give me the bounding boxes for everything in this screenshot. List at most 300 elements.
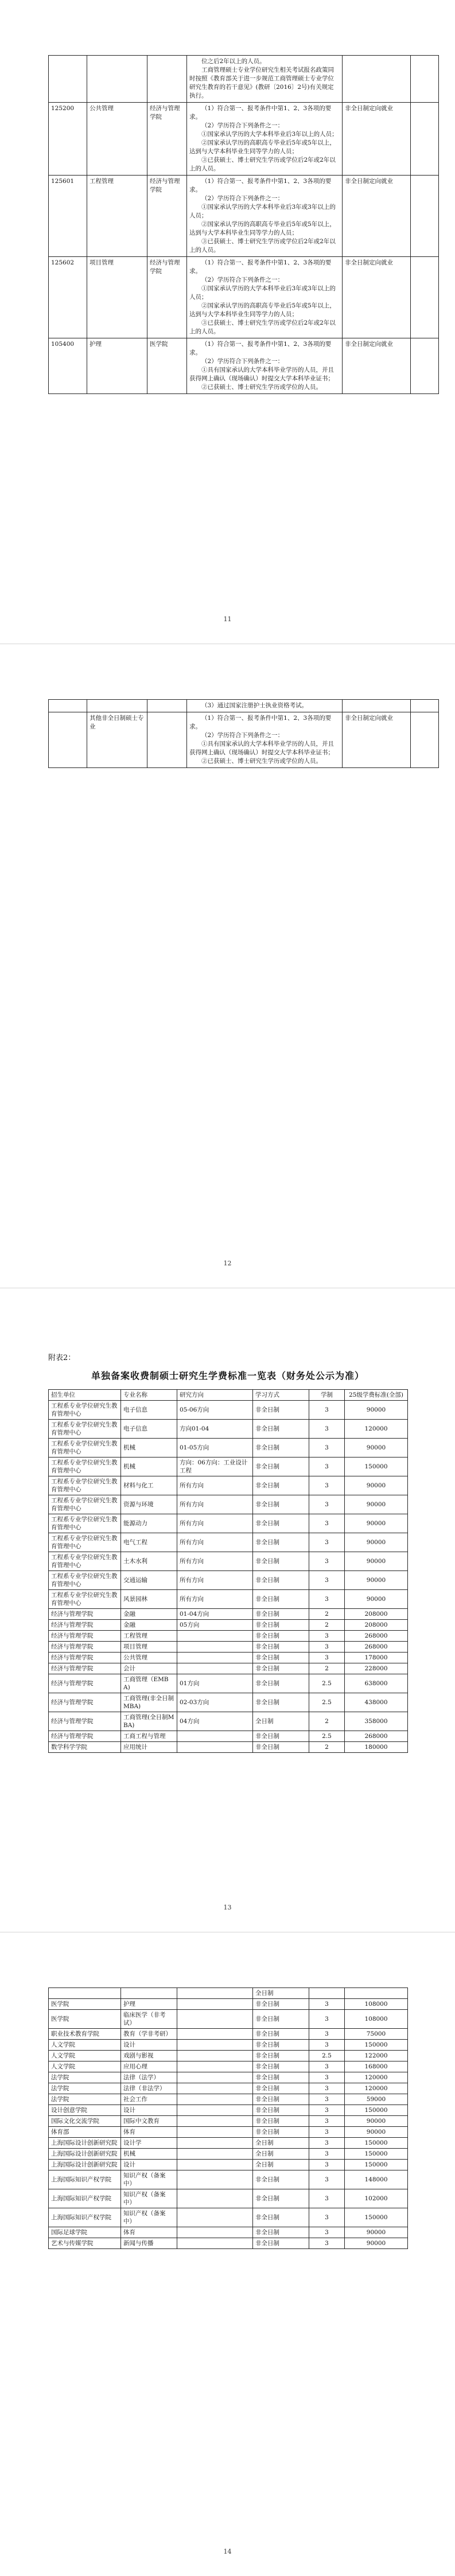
cell-fee: 638000	[345, 1674, 408, 1693]
header-unit: 招生单位	[49, 1390, 121, 1401]
major-code: 125601	[49, 176, 87, 257]
cell-major: 知识产权（备案中）	[121, 2208, 177, 2227]
cell-study-mode: 非全日制	[253, 1674, 309, 1693]
cell-fee: 208000	[345, 1609, 408, 1620]
table-row	[49, 2170, 408, 2189]
cell-unit: 工程系专业学位研究生教育管理中心	[49, 1533, 121, 1552]
admission-conditions	[187, 56, 343, 103]
cell-fee: 150000	[345, 1457, 408, 1476]
cell-major: 工商工程与管理	[121, 1731, 177, 1742]
cell-direction: 所有方向	[177, 1571, 253, 1590]
cell-major: 公共管理	[121, 1653, 177, 1663]
cell-direction: 所有方向	[177, 1590, 253, 1609]
table-row	[49, 1514, 408, 1533]
remark-cell	[411, 712, 439, 768]
cell-direction	[177, 2149, 253, 2160]
cell-duration: 3	[309, 1420, 345, 1439]
cell-major: 电子信息	[121, 1420, 177, 1439]
table-row	[49, 2010, 408, 2029]
cell-study-mode: 非全日制	[253, 1495, 309, 1514]
college-name	[147, 712, 187, 768]
cell-unit: 工程系专业学位研究生教育管理中心	[49, 1552, 121, 1571]
cell-duration: 3	[309, 1642, 345, 1653]
table-row	[49, 2105, 408, 2116]
cell-fee: 90000	[345, 1476, 408, 1495]
cell-duration: 3	[309, 2010, 345, 2029]
cell-fee: 90000	[345, 2116, 408, 2127]
table-row	[49, 1552, 408, 1571]
table-row	[49, 1571, 408, 1590]
cell-major: 金融	[121, 1620, 177, 1631]
table-row	[49, 1988, 408, 1999]
table-row	[49, 56, 439, 103]
cell-major: 交通运输	[121, 1571, 177, 1590]
college-name: 经济与管理学院	[147, 103, 187, 176]
table-row	[49, 1653, 408, 1663]
cell-direction	[177, 2138, 253, 2149]
cell-fee: 178000	[345, 1653, 408, 1663]
cell-study-mode: 非全日制	[253, 1631, 309, 1642]
cell-duration: 3	[309, 1401, 345, 1420]
cell-duration: 3	[309, 1476, 345, 1495]
page-number: 12	[223, 1260, 232, 1267]
table-row	[49, 1742, 408, 1753]
cell-direction: 所有方向	[177, 1476, 253, 1495]
cell-unit: 工程系专业学位研究生教育管理中心	[49, 1420, 121, 1439]
cell-study-mode: 非全日制	[253, 2227, 309, 2238]
cell-duration: 3	[309, 1495, 345, 1514]
cell-study-mode: 非全日制	[253, 2010, 309, 2029]
condition-line: ①国家承认学历的大学本科毕业后3年以上的人员；	[201, 131, 338, 138]
condition-line: （2）学历符合下列条件之一：	[201, 358, 284, 365]
cell-study-mode: 非全日制	[253, 2238, 309, 2249]
cell-major: 法律（法学）	[121, 2072, 177, 2083]
remark-cell	[411, 56, 439, 103]
cell-major: 工商管理(非全日制MBA)	[121, 1693, 177, 1712]
major-code: 125602	[49, 257, 87, 338]
page-2	[0, 644, 455, 1288]
cell-duration: 2	[309, 1712, 345, 1731]
cell-direction: 所有方向	[177, 1514, 253, 1533]
cell-unit: 经济与管理学院	[49, 1631, 121, 1642]
table-row	[49, 2238, 408, 2249]
fee-table-header	[49, 1390, 408, 1401]
cell-direction: 方向01-04	[177, 1420, 253, 1439]
table-row	[49, 1712, 408, 1731]
cell-study-mode: 非全日制	[253, 1552, 309, 1571]
cell-unit: 工程系专业学位研究生教育管理中心	[49, 1401, 121, 1420]
page-number: 14	[223, 2548, 232, 2555]
cell-unit: 工程系专业学位研究生教育管理中心	[49, 1495, 121, 1514]
cell-fee: 90000	[345, 1401, 408, 1420]
admission-conditions	[187, 700, 343, 712]
cell-fee: 102000	[345, 2189, 408, 2208]
cell-unit: 上海国际知识产权学院	[49, 2208, 121, 2227]
condition-line: （3）通过国家注册护士执业资格考试。	[201, 702, 308, 709]
cell-direction	[177, 2083, 253, 2094]
cell-duration: 2	[309, 1663, 345, 1674]
cell-fee: 150000	[345, 2040, 408, 2051]
cell-major: 设计	[121, 2105, 177, 2116]
condition-line: （1）符合第一、报考条件中第1、2、3各项的要求。	[189, 105, 332, 120]
cell-unit: 人文学院	[49, 2051, 121, 2061]
condition-line: ②国家承认学历的高职高专毕业后5年或5年以上，达到与大学本科毕业生同等学力的人员；	[189, 221, 336, 236]
cell-fee: 90000	[345, 1514, 408, 1533]
table-row	[49, 2138, 408, 2149]
table-row	[49, 1731, 408, 1742]
cell-major: 设计	[121, 2040, 177, 2051]
cell-fee: 148000	[345, 2170, 408, 2189]
admission-table-page-1	[48, 55, 439, 394]
condition-line: 位之后2年以上的人员。	[201, 58, 266, 65]
cell-unit: 上海国际设计创新研究院	[49, 2138, 121, 2149]
cell-unit: 上海国际设计创新研究院	[49, 2160, 121, 2170]
cell-direction: 02-03方向	[177, 1693, 253, 1712]
cell-duration: 3	[309, 2040, 345, 2051]
enrollment-note	[343, 700, 411, 712]
cell-unit: 经济与管理学院	[49, 1712, 121, 1731]
cell-direction	[177, 1653, 253, 1663]
major-name: 公共管理	[87, 103, 147, 176]
cell-duration: 2	[309, 1609, 345, 1620]
cell-study-mode: 非全日制	[253, 1476, 309, 1495]
cell-unit: 设计创意学院	[49, 2105, 121, 2116]
remark-cell	[411, 103, 439, 176]
major-code: 125200	[49, 103, 87, 176]
cell-study-mode: 非全日制	[253, 2029, 309, 2040]
cell-duration	[309, 1988, 345, 1999]
cell-unit: 工程系专业学位研究生教育管理中心	[49, 1457, 121, 1476]
remark-cell	[411, 700, 439, 712]
cell-fee: 228000	[345, 1663, 408, 1674]
cell-study-mode: 全日制	[253, 1712, 309, 1731]
condition-line: ②国家承认学历的高职高专毕业后5年或5年以上，达到与大学本科毕业生同等学力的人员；	[189, 302, 336, 318]
cell-major: 项目管理	[121, 1642, 177, 1653]
cell-direction	[177, 1642, 253, 1653]
cell-major: 会计	[121, 1663, 177, 1674]
cell-unit: 法学院	[49, 2072, 121, 2083]
cell-fee: 75000	[345, 2029, 408, 2040]
cell-fee: 150000	[345, 2149, 408, 2160]
cell-study-mode: 非全日制	[253, 2105, 309, 2116]
cell-direction	[177, 2051, 253, 2061]
table-row	[49, 2160, 408, 2170]
cell-major: 知识产权（备案中）	[121, 2170, 177, 2189]
table-row	[49, 2029, 408, 2040]
cell-fee: 150000	[345, 2208, 408, 2227]
cell-unit: 法学院	[49, 2094, 121, 2105]
cell-direction: 所有方向	[177, 1495, 253, 1514]
cell-study-mode: 非全日制	[253, 1514, 309, 1533]
cell-unit: 经济与管理学院	[49, 1693, 121, 1712]
cell-fee: 90000	[345, 2127, 408, 2138]
cell-direction	[177, 2116, 253, 2127]
condition-line: （1）符合第一、报考条件中第1、2、3各项的要求。	[189, 341, 332, 356]
cell-major: 能源动力	[121, 1514, 177, 1533]
cell-duration: 3	[309, 2160, 345, 2170]
table-row	[49, 2072, 408, 2083]
table-row	[49, 2051, 408, 2061]
cell-direction: 01方向	[177, 1674, 253, 1693]
cell-major: 机械	[121, 1457, 177, 1476]
page-number: 13	[223, 1904, 232, 1911]
cell-unit: 医学院	[49, 1999, 121, 2010]
college-name	[147, 700, 187, 712]
cell-unit: 经济与管理学院	[49, 1609, 121, 1620]
cell-major: 风景园林	[121, 1590, 177, 1609]
enrollment-note	[343, 56, 411, 103]
condition-line: ①国家承认学历的大学本科毕业后3年或3年以上的人员；	[189, 285, 336, 301]
cell-major: 资源与环境	[121, 1495, 177, 1514]
table-row	[49, 1401, 408, 1420]
cell-direction: 05方向	[177, 1620, 253, 1631]
cell-direction	[177, 2010, 253, 2029]
cell-unit: 工程系专业学位研究生教育管理中心	[49, 1439, 121, 1457]
major-name	[87, 56, 147, 103]
cell-unit: 上海国际知识产权学院	[49, 2189, 121, 2208]
cell-direction	[177, 2238, 253, 2249]
cell-duration: 3	[309, 1514, 345, 1533]
cell-study-mode: 非全日制	[253, 2061, 309, 2072]
cell-unit: 数学科学学院	[49, 1742, 121, 1753]
cell-unit: 职业技术教育学院	[49, 2029, 121, 2040]
cell-duration: 2.5	[309, 1731, 345, 1742]
cell-direction	[177, 1999, 253, 2010]
cell-fee: 150000	[345, 2160, 408, 2170]
admission-conditions	[187, 712, 343, 768]
cell-study-mode: 非全日制	[253, 1693, 309, 1712]
condition-line: （2）学历符合下列条件之一：	[201, 122, 284, 129]
cell-study-mode: 非全日制	[253, 2083, 309, 2094]
table-row	[49, 1642, 408, 1653]
cell-major: 电气工程	[121, 1533, 177, 1552]
cell-fee: 90000	[345, 1439, 408, 1457]
cell-fee: 268000	[345, 1731, 408, 1742]
fee-table-page-3	[48, 1389, 408, 1753]
table-row	[49, 2227, 408, 2238]
cell-fee: 90000	[345, 2238, 408, 2249]
enrollment-note: 非全日制定向就业	[343, 712, 411, 768]
cell-unit: 人文学院	[49, 2040, 121, 2051]
condition-line: （2）学历符合下列条件之一：	[201, 732, 284, 739]
cell-fee: 150000	[345, 2138, 408, 2149]
condition-line: 工商管理硕士专业学位研究生相关考试报名政策同时按照《教育部关于进一步规范工商管理硕士专业学位研究生教育的若干意见》(教研〔2016〕2号)有关规定执行。	[189, 67, 334, 99]
cell-direction	[177, 1631, 253, 1642]
cell-unit: 工程系专业学位研究生教育管理中心	[49, 1514, 121, 1533]
cell-duration: 3	[309, 2170, 345, 2189]
cell-duration: 3	[309, 2149, 345, 2160]
cell-duration: 3	[309, 2094, 345, 2105]
cell-study-mode: 非全日制	[253, 1420, 309, 1439]
cell-direction	[177, 2160, 253, 2170]
cell-fee: 90000	[345, 1590, 408, 1609]
table-row	[49, 1495, 408, 1514]
cell-study-mode: 非全日制	[253, 2127, 309, 2138]
cell-study-mode: 非全日制	[253, 1663, 309, 1674]
cell-study-mode: 非全日制	[253, 1620, 309, 1631]
major-code: 105400	[49, 338, 87, 394]
condition-line: ②已获硕士、博士研究生学历或学位的人员。	[201, 384, 322, 391]
cell-study-mode: 全日制	[253, 1988, 309, 1999]
cell-study-mode: 全日制	[253, 2160, 309, 2170]
cell-study-mode: 非全日制	[253, 1439, 309, 1457]
table-row	[49, 2116, 408, 2127]
cell-unit: 工程系专业学位研究生教育管理中心	[49, 1590, 121, 1609]
cell-fee	[345, 1988, 408, 1999]
cell-direction	[177, 2029, 253, 2040]
cell-fee: 122000	[345, 2051, 408, 2061]
cell-duration: 3	[309, 2127, 345, 2138]
table-row	[49, 700, 439, 712]
cell-duration: 3	[309, 1653, 345, 1663]
table-row	[49, 2094, 408, 2105]
cell-fee: 208000	[345, 1620, 408, 1631]
cell-fee: 150000	[345, 2105, 408, 2116]
cell-unit: 体育部	[49, 2127, 121, 2138]
cell-direction: 01-05方向	[177, 1439, 253, 1457]
table-row	[49, 1590, 408, 1609]
cell-study-mode: 非全日制	[253, 1401, 309, 1420]
cell-fee: 90000	[345, 2227, 408, 2238]
major-code	[49, 56, 87, 103]
enrollment-note: 非全日制定向就业	[343, 176, 411, 257]
cell-direction	[177, 2170, 253, 2189]
cell-major: 教育（学非考研）	[121, 2029, 177, 2040]
cell-unit	[49, 1988, 121, 1999]
cell-fee: 268000	[345, 1642, 408, 1653]
cell-direction	[177, 2094, 253, 2105]
major-name: 护理	[87, 338, 147, 394]
cell-fee: 90000	[345, 1495, 408, 1514]
page-4	[0, 1932, 455, 2576]
admission-conditions	[187, 257, 343, 338]
enrollment-note: 非全日制定向就业	[343, 338, 411, 394]
cell-unit: 经济与管理学院	[49, 1674, 121, 1693]
table-row	[49, 1457, 408, 1476]
cell-direction	[177, 1731, 253, 1742]
major-name: 工程管理	[87, 176, 147, 257]
header-duration: 学制	[309, 1390, 345, 1401]
table-row	[49, 338, 439, 394]
cell-major: 机械	[121, 2149, 177, 2160]
cell-fee: 120000	[345, 2083, 408, 2094]
cell-direction	[177, 2105, 253, 2116]
cell-duration: 3	[309, 1571, 345, 1590]
cell-duration: 3	[309, 1552, 345, 1571]
cell-fee: 90000	[345, 1533, 408, 1552]
cell-major: 设计学	[121, 2138, 177, 2149]
cell-unit: 经济与管理学院	[49, 1731, 121, 1742]
cell-direction	[177, 2040, 253, 2051]
cell-study-mode: 非全日制	[253, 1609, 309, 1620]
admission-conditions	[187, 103, 343, 176]
condition-line: ②已获硕士、博士研究生学历或学位的人员。	[201, 758, 322, 765]
cell-major: 机械	[121, 1439, 177, 1457]
major-name: 其他非全日制硕士专业	[87, 712, 147, 768]
cell-major: 临床医学（非考试）	[121, 2010, 177, 2029]
cell-study-mode: 非全日制	[253, 2040, 309, 2051]
cell-duration: 3	[309, 1457, 345, 1476]
cell-duration: 3	[309, 1631, 345, 1642]
cell-duration: 3	[309, 2238, 345, 2249]
header-study-mode: 学习方式	[253, 1390, 309, 1401]
cell-duration: 2.5	[309, 1693, 345, 1712]
table-row	[49, 2061, 408, 2072]
cell-study-mode: 非全日制	[253, 2208, 309, 2227]
cell-unit: 工程系专业学位研究生教育管理中心	[49, 1476, 121, 1495]
major-name: 项目管理	[87, 257, 147, 338]
cell-direction	[177, 2127, 253, 2138]
cell-major: 金融	[121, 1609, 177, 1620]
cell-duration: 2.5	[309, 1674, 345, 1693]
admission-conditions	[187, 338, 343, 394]
cell-direction	[177, 2061, 253, 2072]
cell-unit: 法学院	[49, 2083, 121, 2094]
table-row	[49, 712, 439, 768]
cell-study-mode: 非全日制	[253, 1999, 309, 2010]
condition-line: （1）符合第一、报考条件中第1、2、3各项的要求。	[189, 715, 332, 730]
table-row	[49, 1663, 408, 1674]
cell-major: 土木水利	[121, 1552, 177, 1571]
cell-major	[121, 1988, 177, 1999]
cell-unit: 人文学院	[49, 2061, 121, 2072]
table-row	[49, 176, 439, 257]
cell-unit: 上海国际设计创新研究院	[49, 2149, 121, 2160]
cell-duration: 3	[309, 2072, 345, 2083]
cell-direction: 方向：06方向：工业设计工程	[177, 1457, 253, 1476]
cell-direction	[177, 1988, 253, 1999]
cell-duration: 3	[309, 2116, 345, 2127]
cell-direction	[177, 2189, 253, 2208]
cell-major: 体育	[121, 2127, 177, 2138]
annex-label: 附表2：	[48, 1354, 76, 1362]
table-row	[49, 1420, 408, 1439]
condition-line: ③已获硕士、博士研究生学历或学位后2年或2年以上的人员。	[189, 319, 336, 335]
table-row	[49, 2208, 408, 2227]
cell-fee: 358000	[345, 1712, 408, 1731]
cell-study-mode: 非全日制	[253, 1642, 309, 1653]
cell-major: 材料与化工	[121, 1476, 177, 1495]
cell-unit: 艺术与传媒学院	[49, 2238, 121, 2249]
cell-unit: 国际足球学院	[49, 2227, 121, 2238]
header-major: 专业名称	[121, 1390, 177, 1401]
cell-major: 体育	[121, 2227, 177, 2238]
condition-line: ①国家承认学历的大学本科毕业后3年或3年以上的人员；	[189, 204, 336, 219]
cell-major: 护理	[121, 1999, 177, 2010]
cell-unit: 经济与管理学院	[49, 1663, 121, 1674]
table-row	[49, 2149, 408, 2160]
cell-major: 电子信息	[121, 1401, 177, 1420]
admission-table-page-2	[48, 699, 439, 768]
cell-major: 知识产权（备案中）	[121, 2189, 177, 2208]
cell-fee: 108000	[345, 2010, 408, 2029]
table-row	[49, 257, 439, 338]
table-row	[49, 1609, 408, 1620]
cell-fee: 59000	[345, 2094, 408, 2105]
cell-major: 应用心理	[121, 2061, 177, 2072]
major-code	[49, 712, 87, 768]
cell-duration: 2	[309, 1742, 345, 1753]
college-name	[147, 56, 187, 103]
cell-major: 法律（非法学）	[121, 2083, 177, 2094]
major-code	[49, 700, 87, 712]
cell-duration: 3	[309, 2061, 345, 2072]
table-row	[49, 1999, 408, 2010]
cell-study-mode: 非全日制	[253, 2116, 309, 2127]
cell-direction: 01-04方向	[177, 1609, 253, 1620]
cell-major: 戏剧与影视	[121, 2051, 177, 2061]
condition-line: （1）符合第一、报考条件中第1、2、3各项的要求。	[189, 178, 332, 193]
